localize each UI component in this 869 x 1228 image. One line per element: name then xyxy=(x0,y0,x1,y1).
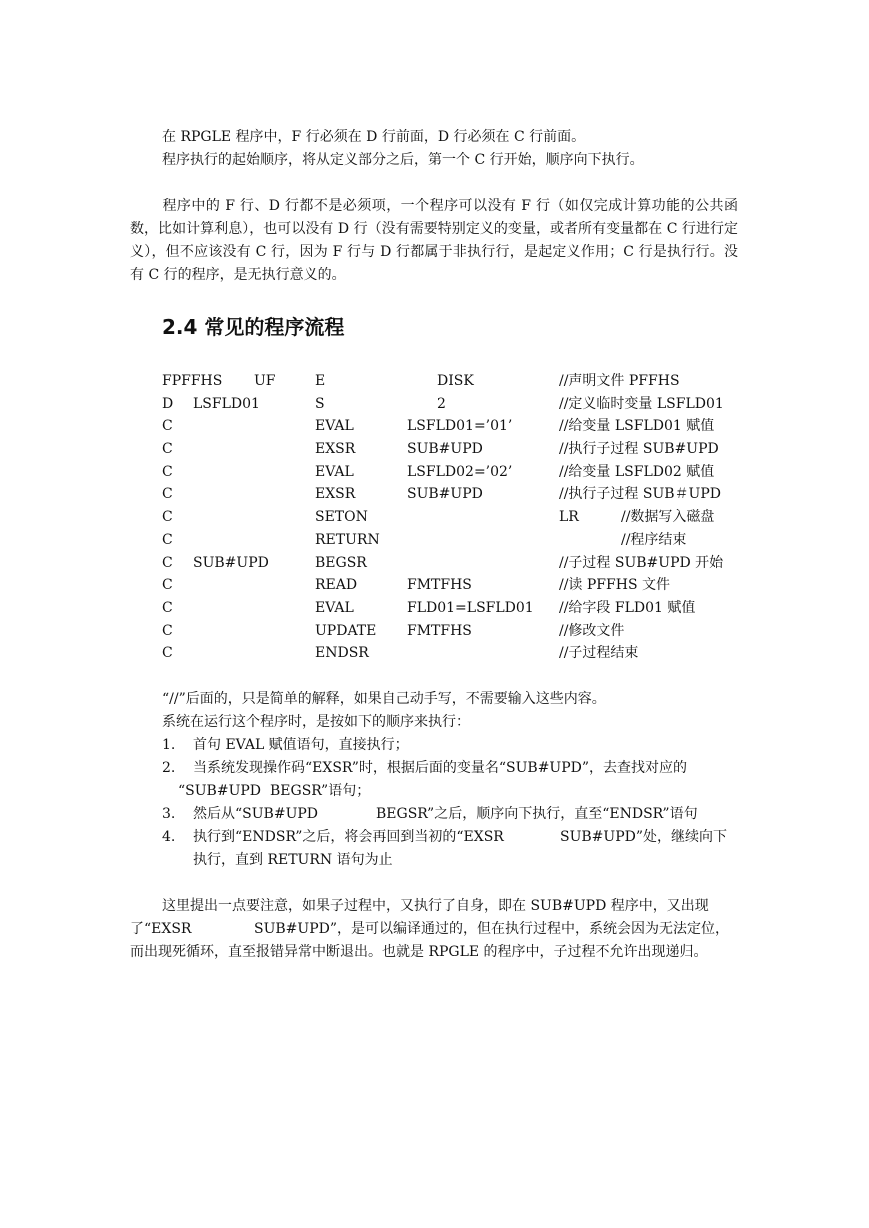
code-field-c7: //读 PFFHS 文件 xyxy=(559,577,670,594)
closing-line-2b: SUB#UPD”，是可以编译通过的，但在执行过程中，系统会因为无法定位， xyxy=(254,921,730,937)
code-line xyxy=(0,597,869,620)
step-text-continued: BEGSR”之后，顺序向下执行，直至“ENDSR”语句 xyxy=(376,806,698,822)
code-field-c4: EVAL xyxy=(315,418,354,435)
code-field-c7: //修改文件 xyxy=(559,622,625,639)
code-field-c5: LSFLD01=’01’ xyxy=(407,418,513,435)
step-number: 1. xyxy=(162,737,176,753)
comment-note: “//”后面的，只是简单的解释，如果自己动手写，不需要输入这些内容。 xyxy=(162,691,606,707)
intro-paragraph xyxy=(130,195,738,287)
code-line xyxy=(0,370,869,393)
code-field-c4: E xyxy=(315,373,326,389)
code-line xyxy=(0,552,869,575)
code-field-c7: //给字段 FLD01 赋值 xyxy=(559,599,696,616)
step-number: 3. xyxy=(162,806,176,822)
code-field-c1: C xyxy=(162,441,173,458)
code-line xyxy=(0,506,869,529)
code-field-c1: C xyxy=(162,554,173,571)
code-field-c5: SUB#UPD xyxy=(407,441,483,458)
code-field-c3: UF xyxy=(254,373,276,389)
code-field-c2: LSFLD01 xyxy=(193,395,260,412)
code-field-c1: FPFFHS xyxy=(162,373,223,389)
code-field-c1: C xyxy=(162,418,173,435)
code-field-c4: EXSR xyxy=(315,486,356,503)
code-listing xyxy=(0,370,869,665)
code-line xyxy=(0,620,869,643)
step-text: 然后从“SUB#UPD xyxy=(193,806,319,822)
code-field-c1: C xyxy=(162,531,173,548)
code-field-c1: C xyxy=(162,463,173,480)
step-number: 2. xyxy=(162,760,176,776)
step-text-continued: SUB#UPD”处，继续向下 xyxy=(560,829,728,845)
intro-paragraph-text: 程序中的 F 行、D 行都不是必须项，一个程序可以没有 F 行（如仅完成计算功能的公共函数，比如计算利息），也可以没有 D 行（没有需要特别定义的变量，或者所有变量都在 C 行进行定义），但不应该没有 C 行，因为 F 行与 D 行都属于非执行行，是起定义作用；C 行是执行行。没有 C 行的程序，是无执行意义的。 xyxy=(130,198,738,283)
step-text-continued: BEGSR”语句； xyxy=(270,783,371,799)
code-field-c7: //定义临时变量 LSFLD01 xyxy=(559,395,724,412)
step-text: 执行到“ENDSR”之后，将会再回到当初的“EXSR xyxy=(193,829,504,845)
code-field-c4: UPDATE xyxy=(315,622,377,639)
code-field-c5: LSFLD02=’02’ xyxy=(407,463,513,480)
code-field-c4: EVAL xyxy=(315,599,354,616)
code-field-c4: EXSR xyxy=(315,441,356,458)
code-field-c1: C xyxy=(162,645,173,662)
code-line xyxy=(0,393,869,416)
step-number: 4. xyxy=(162,829,176,845)
closing-line-3: 而出现死循环，直至报错异常中断退出。也就是 RPGLE 的程序中，子过程不允许出现递归。 xyxy=(130,944,708,960)
code-field-c4: BEGSR xyxy=(315,554,367,571)
code-field-c1: C xyxy=(162,599,173,616)
code-field-c4: ENDSR xyxy=(315,645,369,662)
code-field-c7: LR xyxy=(559,509,579,526)
code-field-c5: FMTFHS xyxy=(407,622,472,639)
step-text-continued: “SUB#UPD xyxy=(178,783,262,799)
code-field-c7: //给变量 LSFLD01 赋值 xyxy=(559,418,715,435)
section-heading: 2.4 常见的程序流程 xyxy=(162,315,345,339)
code-field-c1: C xyxy=(162,509,173,526)
code-field-c7: //子过程结束 xyxy=(559,645,639,662)
code-field-c7: //声明文件 PFFHS xyxy=(559,373,680,389)
code-line xyxy=(0,574,869,597)
execution-lead: 系统在运行这个程序时，是按如下的顺序来执行： xyxy=(162,714,470,730)
code-field-c1: C xyxy=(162,486,173,503)
code-line xyxy=(0,529,869,552)
code-field-c7: //子过程 SUB#UPD 开始 xyxy=(559,554,724,571)
code-field-c8: //数据写入磁盘 xyxy=(621,509,715,526)
code-line xyxy=(0,438,869,461)
step-text-continued: 执行，直到 RETURN 语句为止 xyxy=(193,852,393,868)
intro-line-1: 在 RPGLE 程序中，F 行必须在 D 行前面，D 行必须在 C 行前面。 xyxy=(162,129,586,145)
code-field-c4: RETURN xyxy=(315,531,380,548)
code-field-c5: SUB#UPD xyxy=(407,486,483,503)
code-field-c1: D xyxy=(162,395,174,412)
code-line xyxy=(0,461,869,484)
code-field-c7: //给变量 LSFLD02 赋值 xyxy=(559,463,715,480)
code-field-c6: DISK xyxy=(437,373,474,389)
code-line xyxy=(0,642,869,665)
code-field-c6: 2 xyxy=(437,395,446,412)
code-field-c7: //执行子过程 SUB#UPD xyxy=(559,441,719,458)
code-field-c5: FMTFHS xyxy=(407,577,472,594)
code-field-c1: C xyxy=(162,622,173,639)
code-field-c8: //程序结束 xyxy=(621,531,687,548)
closing-line-1: 这里提出一点要注意，如果子过程中，又执行了自身，即在 SUB#UPD 程序中，又出现 xyxy=(162,898,709,914)
code-field-c2: SUB#UPD xyxy=(193,554,269,571)
code-field-c4: EVAL xyxy=(315,463,354,480)
code-field-c4: SETON xyxy=(315,509,368,526)
intro-line-2: 程序执行的起始顺序，将从定义部分之后，第一个 C 行开始，顺序向下执行。 xyxy=(162,152,644,168)
code-field-c5: FLD01=LSFLD01 xyxy=(407,599,534,616)
code-field-c1: C xyxy=(162,577,173,594)
code-field-c4: READ xyxy=(315,577,358,594)
closing-line-2a: 了“EXSR xyxy=(130,921,192,937)
code-line xyxy=(0,483,869,506)
code-line xyxy=(0,415,869,438)
code-field-c7: //执行子过程 SUB＃UPD xyxy=(559,486,722,503)
step-text: 首句 EVAL 赋值语句，直接执行； xyxy=(193,737,409,753)
step-text: 当系统发现操作码“EXSR”时，根据后面的变量名“SUB#UPD”，去查找对应的 xyxy=(193,760,688,776)
code-field-c4: S xyxy=(315,395,325,412)
